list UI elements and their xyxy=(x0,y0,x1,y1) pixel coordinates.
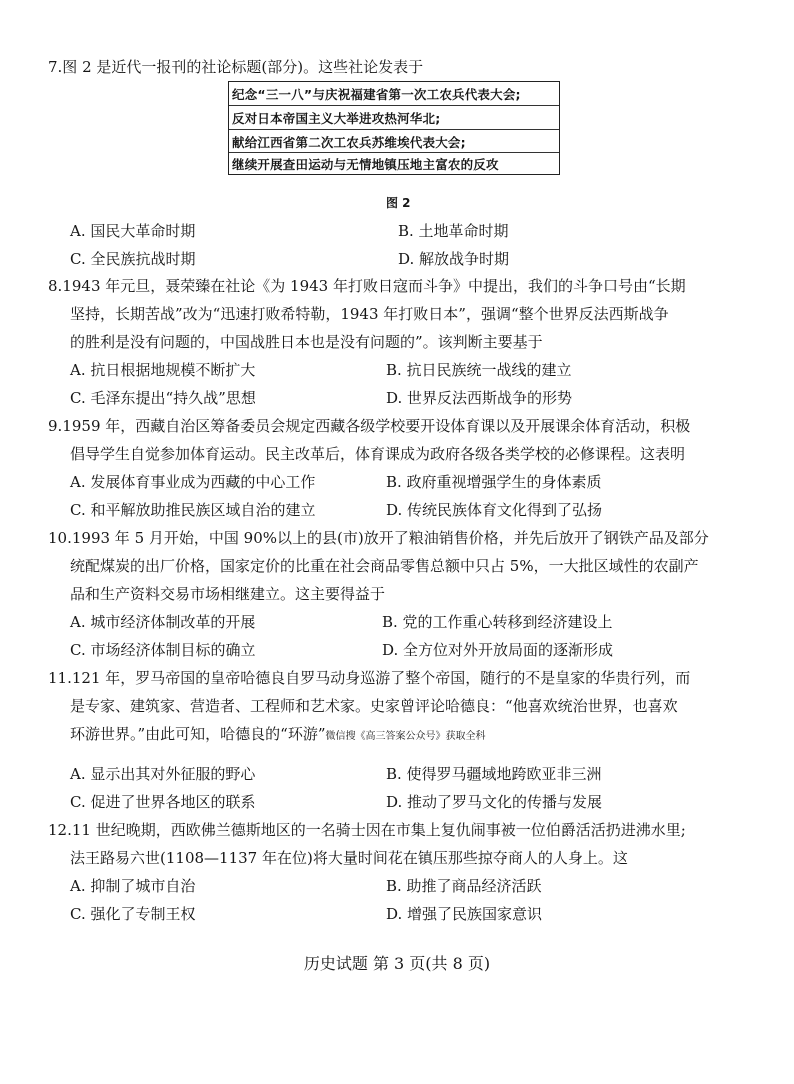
q10-option-a[interactable]: A. 城市经济体制改革的开展 xyxy=(70,613,256,631)
q10-option-d[interactable]: D. 全方位对外开放局面的逐渐形成 xyxy=(382,641,614,659)
q10-option-c[interactable]: C. 市场经济体制目标的确立 xyxy=(70,641,256,659)
q10-stem-line-3: 品和生产资料交易市场相继建立。这主要得益于 xyxy=(70,585,386,603)
figure-caption: 图 2 xyxy=(386,196,411,210)
q12-stem-line-2: 法王路易六世(1108—1137 年在位)将大量时间花在镇压那些掠夺商人的人身上。这 xyxy=(70,849,628,867)
q12-option-b[interactable]: B. 助推了商品经济活跃 xyxy=(386,877,542,895)
figure-line-1: 纪念“三一八”与庆祝福建省第一次工农兵代表大会; xyxy=(232,87,521,102)
q8-stem-line-1: 8.1943 年元旦，聂荣臻在社论《为 1943 年打败日寇而斗争》中提出，我们的斗争口号由“长期 xyxy=(48,277,686,295)
q8-option-b[interactable]: B. 抗日民族统一战线的建立 xyxy=(386,361,572,379)
q9-option-b[interactable]: B. 政府重视增强学生的身体素质 xyxy=(386,473,602,491)
q12-stem-line-1: 12.11 世纪晚期，西欧佛兰德斯地区的一名骑士因在市集上复仇闹事被一位伯爵活活扔进沸水里; xyxy=(48,821,686,839)
q8-option-a[interactable]: A. 抗日根据地规模不断扩大 xyxy=(70,361,256,379)
watermark-text: 微信搜《高三答案公众号》获取全科 xyxy=(325,731,486,742)
q9-stem-line-1: 9.1959 年，西藏自治区筹备委员会规定西藏各级学校要开设体育课以及开展课余体育活动，积极 xyxy=(48,417,691,435)
q9-option-d[interactable]: D. 传统民族体育文化得到了弘扬 xyxy=(386,501,603,519)
q9-option-c[interactable]: C. 和平解放助推民族区域自治的建立 xyxy=(70,501,316,519)
q11-option-a[interactable]: A. 显示出其对外征服的野心 xyxy=(70,765,256,783)
q8-option-c[interactable]: C. 毛泽东提出“持久战”思想 xyxy=(70,389,256,407)
figure-divider xyxy=(229,152,559,153)
q7-stem: 7.图 2 是近代一报刊的社论标题(部分)。这些社论发表于 xyxy=(48,58,424,76)
figure-divider xyxy=(229,105,559,106)
q12-option-a[interactable]: A. 抑制了城市自治 xyxy=(70,877,196,895)
q8-stem-line-3: 的胜利是没有问题的，中国战胜日本也是没有问题的”。该判断主要基于 xyxy=(70,333,543,351)
figure-line-3: 献给江西省第二次工农兵苏维埃代表大会; xyxy=(232,135,466,150)
q7-option-c[interactable]: C. 全民族抗战时期 xyxy=(70,250,196,268)
q11-stem-text: 环游世界。”由此可知，哈德良的“环游” xyxy=(70,725,326,743)
q11-stem-line-3 xyxy=(70,723,486,748)
q9-option-a[interactable]: A. 发展体育事业成为西藏的中心工作 xyxy=(70,473,316,491)
q11-stem-line-1: 11.121 年，罗马帝国的皇帝哈德良自罗马动身巡游了整个帝国，随行的不是皇家的华贵行列，而 xyxy=(48,669,691,687)
figure-divider xyxy=(229,129,559,130)
q12-option-d[interactable]: D. 增强了民族国家意识 xyxy=(386,905,543,923)
q10-stem-line-1: 10.1993 年 5 月开始，中国 90%以上的县(市)放开了粮油销售价格，并先后放开了钢铁产品及部分 xyxy=(48,529,709,547)
figure-2-editorial-titles xyxy=(228,81,560,175)
q8-stem-line-2: 坚持，长期苦战”改为“迅速打败希特勒，1943 年打败日本”，强调“整个世界反法西斯战争 xyxy=(70,305,669,323)
q8-option-d[interactable]: D. 世界反法西斯战争的形势 xyxy=(386,389,573,407)
q7-option-b[interactable]: B. 土地革命时期 xyxy=(398,222,509,240)
q11-option-d[interactable]: D. 推动了罗马文化的传播与发展 xyxy=(386,793,603,811)
q9-stem-line-2: 倡导学生自觉参加体育运动。民主改革后，体育课成为政府各级各类学校的必修课程。这表明 xyxy=(70,445,686,463)
q10-option-b[interactable]: B. 党的工作重心转移到经济建设上 xyxy=(382,613,613,631)
q11-option-c[interactable]: C. 促进了世界各地区的联系 xyxy=(70,793,256,811)
q11-stem-line-2: 是专家、建筑家、营造者、工程师和艺术家。史家曾评论哈德良：“他喜欢统治世界，也喜欢 xyxy=(70,697,678,715)
q7-option-a[interactable]: A. 国民大革命时期 xyxy=(70,222,196,240)
q7-option-d[interactable]: D. 解放战争时期 xyxy=(398,250,510,268)
figure-line-4: 继续开展查田运动与无情地镇压地主富农的反攻 xyxy=(232,157,499,172)
q11-option-b[interactable]: B. 使得罗马疆域地跨欧亚非三洲 xyxy=(386,765,602,783)
page-footer: 历史试题 第 3 页(共 8 页) xyxy=(303,954,491,973)
q12-option-c[interactable]: C. 强化了专制王权 xyxy=(70,905,196,923)
q10-stem-line-2: 统配煤炭的出厂价格，国家定价的比重在社会商品零售总额中只占 5%，一大批区域性的农副产 xyxy=(70,557,699,575)
figure-line-2: 反对日本帝国主义大举进攻热河华北; xyxy=(232,111,441,126)
